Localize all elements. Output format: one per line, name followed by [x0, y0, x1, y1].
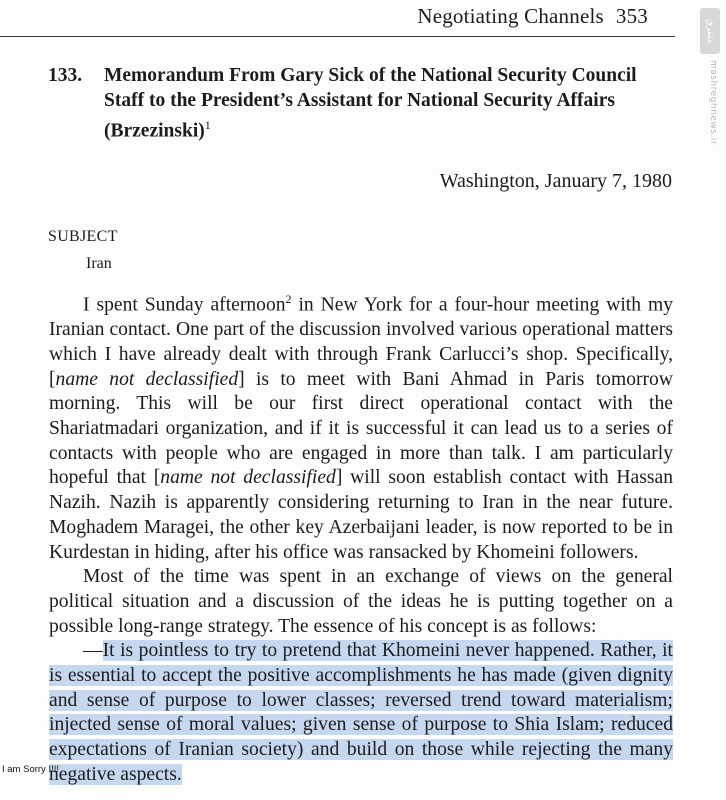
running-header — [417, 4, 648, 29]
title-footnote-marker: 1 — [204, 118, 211, 132]
page-number: 353 — [615, 4, 648, 28]
p3-dash: — — [83, 640, 103, 662]
subject-label: SUBJECT — [48, 228, 118, 245]
paragraph-3 — [49, 639, 673, 787]
p1-text-c: ] is to meet with Bani Ahmad in Paris tomorrow morning. This will be our first direct operational contact with the Shariatmadari organization, and if it is successful it can lead us to a series of contacts with people who are engaged in more than talk. I am particularly hopeful that [ — [49, 368, 673, 489]
dateline: Washington, January 7, 1980 — [439, 170, 672, 192]
watermark — [696, 0, 726, 210]
paragraph-1 — [49, 287, 673, 565]
running-title: Negotiating Channels — [417, 4, 604, 28]
highlighted-text[interactable]: It is pointless to try to pretend that Khomeini never happened. Rather, it is essential to accept the positive accomplishments he has made (given dignity and sense of purpose to lower classes; reversed trend toward materialism; injected sense of moral values; given sense of purpose to Shia Islam; reduced expectations of Iranian society) and build on those while rejecting the many negative aspects. — [49, 640, 673, 785]
paragraph-2: Most of the time was spent in an exchange of views on the general political situation and a discussion of the ideas he is putting together on a possible long-range strategy. The essence of his concept is as follows: — [49, 566, 673, 637]
document-title: Memorandum From Gary Sick of the National Security Council Staff to the President’s Assistant for National Security Affairs (Brzezinski) — [104, 65, 637, 142]
subject-value: Iran — [86, 255, 112, 272]
header-rule — [0, 36, 675, 37]
footnote-marker-2: 2 — [285, 292, 292, 306]
p1-text-a: I spent Sunday afternoon — [83, 294, 286, 316]
watermark-logo-icon: مشرق — [700, 8, 720, 54]
redaction-2: name not declassified — [160, 467, 336, 489]
redaction-1: name not declassified — [55, 368, 239, 390]
overlay-caption: I am Sorry !!!! — [2, 764, 60, 775]
document-heading — [48, 63, 648, 144]
p1-text-d: ] will soon establish contact with Hassan Nazih. Nazih is apparently considering returning to Iran in the near future. Moghadem Maragei, the other key Azerbaijani leader, is now reported to be in Kurdestan in hiding, after his office was ransacked by Khomeini followers. — [49, 467, 673, 563]
watermark-site: mashreghnews.ir — [708, 60, 718, 145]
p1-text-b: in New York for a four-hour meeting with my Iranian contact. One part of the discussion involved various operational matters which I have already dealt with through Frank Carlucci’s shop. Specifically, [ — [49, 294, 673, 390]
memo-body — [49, 287, 673, 788]
document-number: 133. — [48, 65, 83, 86]
